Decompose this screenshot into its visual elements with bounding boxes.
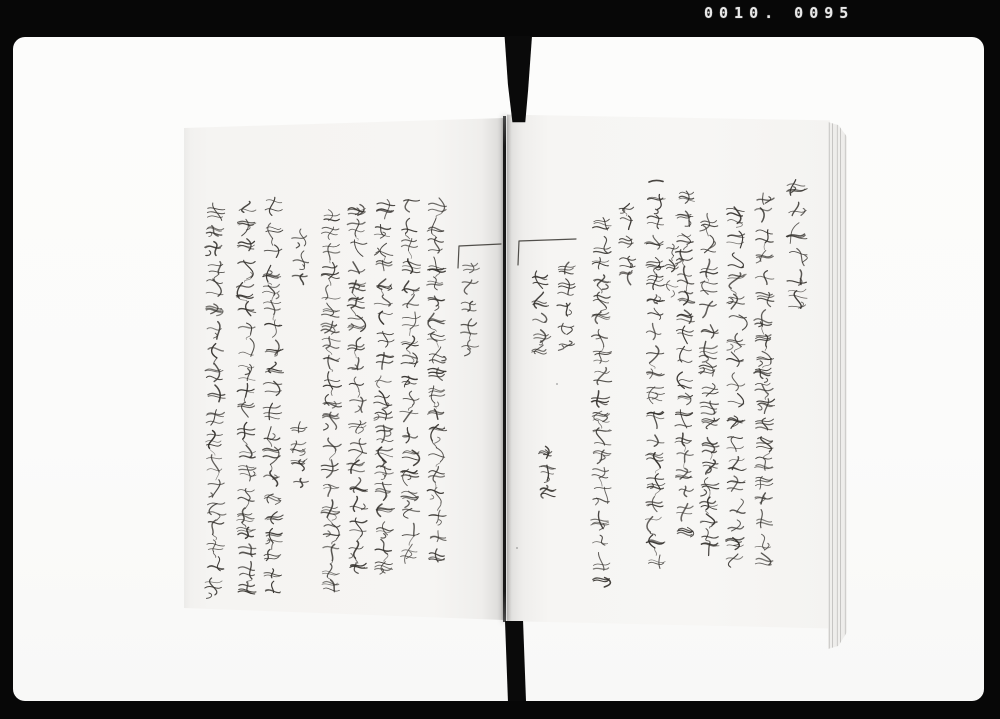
- binding-strap-bottom: [505, 621, 526, 701]
- right-page: [507, 112, 830, 639]
- left-page: [184, 118, 504, 620]
- frame-counter-stamp: 0010. 0095: [704, 4, 855, 22]
- page-stack-edge: [828, 122, 847, 649]
- binding-strap-top: [504, 36, 532, 124]
- dust-speck: [516, 547, 518, 549]
- binding-gap: [503, 116, 506, 622]
- dust-speck: [556, 383, 558, 385]
